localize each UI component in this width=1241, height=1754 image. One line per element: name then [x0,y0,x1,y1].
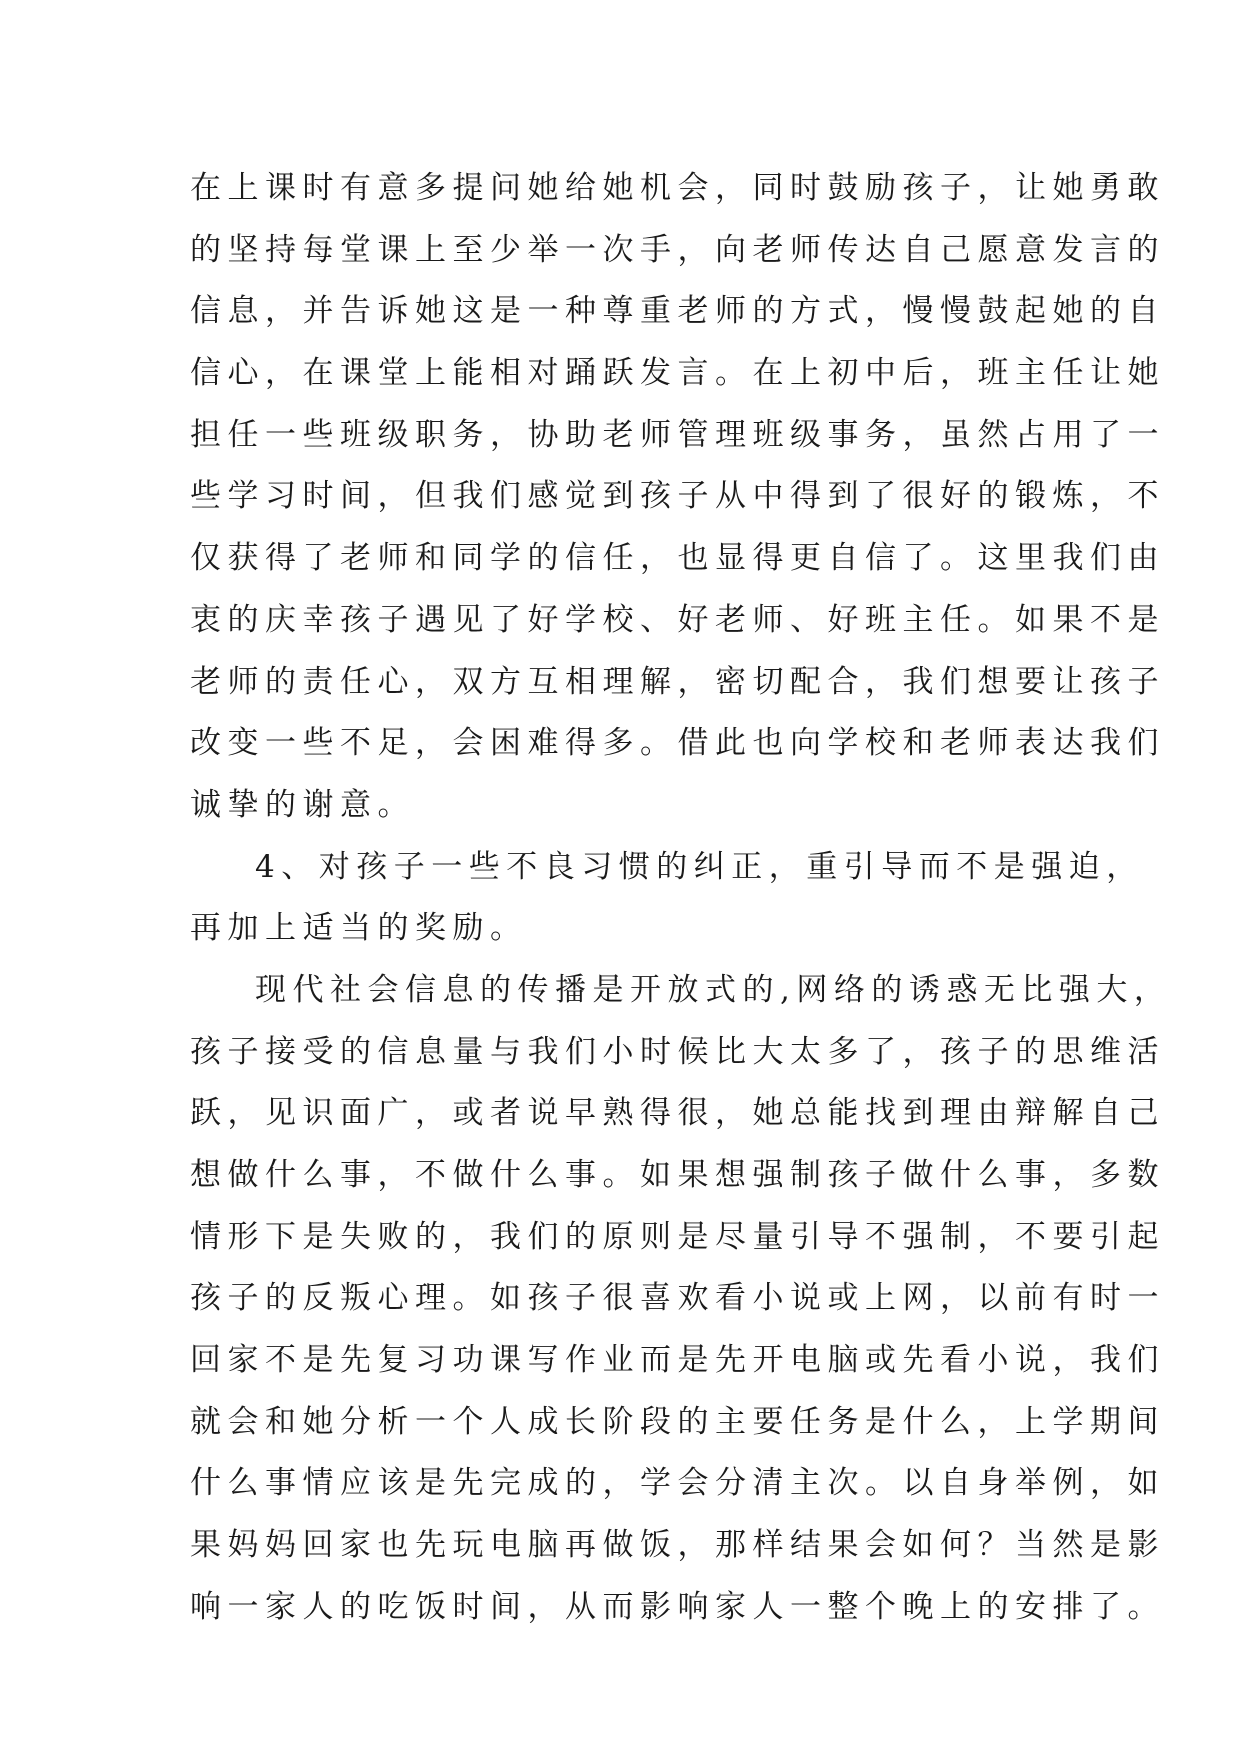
text-line: 再加上适当的奖励。 [190,910,528,947]
document-body [190,158,1172,1639]
text-line: 果妈妈回家也先玩电脑再做饭，那样结果会如何？当然是影 [190,1527,1165,1564]
text-line: 在上课时有意多提问她给她机会，同时鼓励孩子，让她勇敢 [190,170,1165,206]
text-line: 担任一些班级职务，协助老师管理班级事务，虽然占用了一 [190,416,1165,453]
text-line: 孩子的反叛心理。如孩子很喜欢看小说或上网，以前有时一 [190,1280,1165,1317]
text-line: 回家不是先复习功课写作业而是先开电脑或先看小说，我们 [190,1342,1165,1379]
text-line: 仅获得了老师和同学的信任，也显得更自信了。这里我们由 [190,540,1165,577]
text-line: 就会和她分析一个人成长阶段的主要任务是什么，上学期间 [190,1403,1165,1440]
text-line: 诚挚的谢意。 [190,786,415,823]
text-line: 信心，在课堂上能相对踊跃发言。在上初中后，班主任让她 [190,355,1165,392]
numbered-item-heading: 4、对孩子一些不良习惯的纠正，重引导而不是强迫， [255,848,1144,885]
text-line: 响一家人的吃饭时间，从而影响家人一整个晚上的安排了。 [190,1588,1165,1625]
text-line: 情形下是失败的，我们的原则是尽量引导不强制，不要引起 [190,1218,1165,1255]
text-line: 老师的责任心，双方互相理解，密切配合，我们想要让孩子 [190,663,1165,700]
text-line: 衷的庆幸孩子遇见了好学校、好老师、好班主任。如果不是 [190,601,1165,638]
paragraph-start: 现代社会信息的传播是开放式的,网络的诱惑无比强大， [255,971,1172,1008]
text-line: 信息，并告诉她这是一种尊重老师的方式，慢慢鼓起她的自 [190,293,1165,330]
text-line: 些学习时间，但我们感觉到孩子从中得到了很好的锻炼，不 [190,478,1165,515]
text-line: 想做什么事，不做什么事。如果想强制孩子做什么事，多数 [190,1157,1165,1193]
text-line: 跃，见识面广，或者说早熟得很，她总能找到理由辩解自己 [190,1095,1165,1132]
text-line: 什么事情应该是先完成的，学会分清主次。以自身举例，如 [190,1465,1165,1502]
text-line: 的坚持每堂课上至少举一次手，向老师传达自己愿意发言的 [190,231,1165,268]
text-line: 孩子接受的信息量与我们小时候比大太多了，孩子的思维活 [190,1033,1165,1070]
text-line: 改变一些不足，会困难得多。借此也向学校和老师表达我们 [190,725,1165,762]
